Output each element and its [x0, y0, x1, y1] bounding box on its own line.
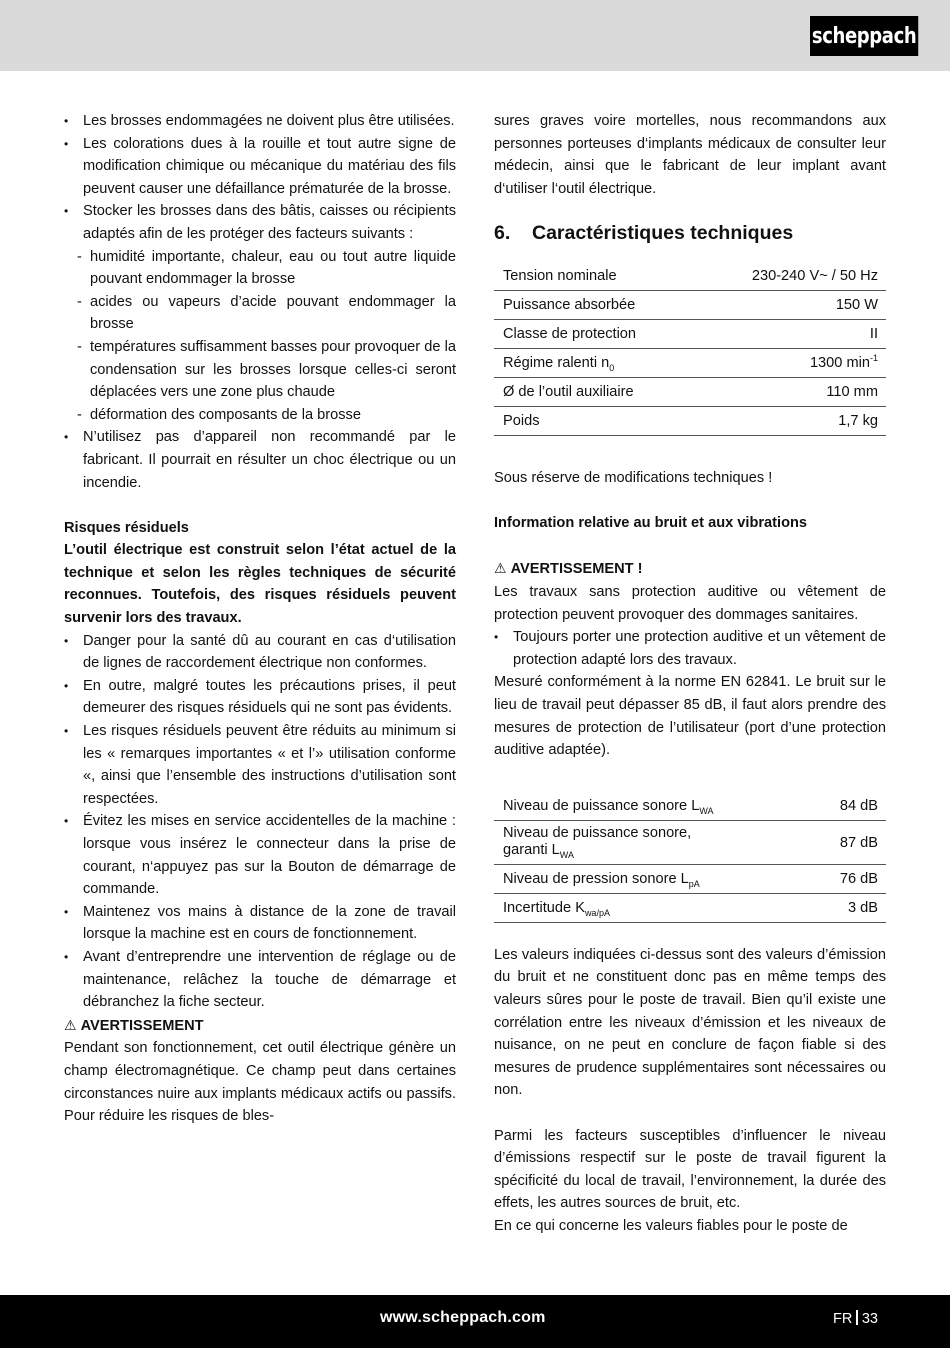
noise-label-subscript: wa/pA: [584, 908, 610, 919]
table-row: [494, 262, 886, 291]
spec-value: 110 mm: [695, 378, 886, 407]
table-row: [494, 378, 886, 407]
noise-label-text: Niveau de pression sonore L: [503, 871, 689, 888]
spec-value: II: [695, 320, 886, 349]
spec-value: 1,7 kg: [695, 407, 886, 436]
list-item: • En outre, malgré toutes les précautions prises, il peut demeurer des risques résiduels qui ne sont pas évidents.: [64, 675, 456, 720]
spec-label: Poids: [494, 407, 695, 436]
technical-specs-table: [494, 262, 886, 436]
spec-label: Classe de protection: [494, 320, 695, 349]
warning-triangle-icon: ⚠: [64, 1016, 77, 1033]
list-item-text: Stocker les brosses dans des bâtis, caisses ou récipients adaptés afin de les protéger des facteurs suivants :: [83, 203, 456, 242]
table-row: [494, 407, 886, 436]
noise-label: [494, 894, 810, 923]
implant-warning-continuation: sures graves voire mortelles, nous recommandons aux personnes porteuses d‘implants médicaux de consulter leur médecin, ainsi que le fabricant de leur implant avant d‘utiliser l‘outil électrique.: [494, 113, 886, 197]
noise-warning-text: Les travaux sans protection auditive ou vêtement de protection peuvent provoquer des dommages sanitaires.: [494, 583, 886, 623]
spec-label: Ø de l’outil auxiliaire: [494, 378, 695, 407]
noise-values-table: [494, 792, 886, 923]
spec-label: [494, 349, 695, 378]
page-footer: [0, 1295, 950, 1348]
list-item: • Avant d’entreprendre une intervention de réglage ou de maintenance, relâchez la touche de démarrage et débranchez la fiche secteur.: [64, 946, 456, 1014]
list-item: • Maintenez vos mains à distance de la zone de travail lorsque la machine est en cours de fonctionnement.: [64, 901, 456, 946]
noise-label-text: Niveau de puissance sonore L: [503, 798, 700, 815]
noise-label-subscript: WA: [559, 850, 574, 861]
noise-value: 76 dB: [810, 865, 886, 894]
spec-label-text: Régime ralenti n: [503, 355, 610, 372]
spec-label: Tension nominale: [494, 262, 695, 291]
page-indicator: [833, 1310, 878, 1327]
list-item: • Les risques résiduels peuvent être réduits au minimum si les « remarques importantes « et l’» utilisation conforme «, ainsi que l’ensemble des instructions d’utilisation sont respectées.: [64, 720, 456, 810]
table-row: [494, 792, 886, 821]
brush-bullet-list: [64, 110, 456, 494]
noise-label-text: Incertitude K: [503, 900, 585, 917]
emf-warning-text: Pendant son fonctionnement, cet outil électrique génère un champ électromagnétique. Ce champ peut dans certaines circonstances nuire aux implants médicaux actifs ou passifs. Pour réduire les risques de bles-: [64, 1040, 456, 1125]
list-item: • Les colorations dues à la rouille et tout autre signe de modification chimique ou mécanique du matériau des fils peuvent causer une défaillance prématurée de la brosse.: [64, 133, 456, 201]
warning-title: AVERTISSEMENT !: [510, 561, 643, 578]
noise-label: [494, 792, 810, 821]
noise-label-text-line2: garanti L: [503, 842, 560, 859]
section-title: Caractéristiques techniques: [532, 222, 794, 245]
section-heading: [494, 220, 886, 246]
page-number: 33: [861, 1311, 878, 1327]
page-header: [0, 0, 950, 71]
section-number: 6.: [494, 222, 511, 245]
noise-warning-list: [494, 626, 886, 671]
warning-heading: [64, 1014, 456, 1038]
noise-label-subscript: pA: [688, 879, 700, 890]
left-column: [64, 110, 456, 1128]
residual-risks-intro: L’outil électrique est construit selon l’état actuel de la technique et selon les règles techniques de sécurité reconnues. Toutefois, des risques résiduels peuvent survenir lors des travaux.: [64, 542, 456, 627]
sub-list-item: - températures suffisamment basses pour provoquer de la condensation sur les brosses lorsque celles-ci seront déplacées vers une zone plus chaude: [77, 336, 456, 404]
noise-value: 84 dB: [810, 792, 886, 821]
storage-sub-list: [77, 246, 456, 427]
noise-warning-heading: [494, 557, 886, 581]
spec-label: Puissance absorbée: [494, 291, 695, 320]
table-row: [494, 349, 886, 378]
spec-value-superscript: -1: [869, 353, 878, 364]
measurement-text: Mesuré conformément à la norme EN 62841. Le bruit sur le lieu de travail peut dépasser 85 dB, il faut alors prendre des mesures de protection de l’utilisateur (port d’une protection auditive adaptée).: [494, 674, 886, 759]
noise-label: [494, 821, 810, 865]
spec-value: 230-240 V~ / 50 Hz: [695, 262, 886, 291]
list-item: • N’utilisez pas d’appareil non recommandé par le fabricant. Il pourrait en résulter un choc électrique ou un incendie.: [64, 426, 456, 494]
language-code: FR: [833, 1311, 853, 1327]
influencing-factors-paragraph: Parmi les facteurs susceptibles d’influencer le niveau d’émissions respectif sur le poste de travail figurent la spécificité du local de travail, l’environnement, la durée des effets, les autres sources de bruit, etc.: [494, 1127, 886, 1212]
noise-value: 3 dB: [810, 894, 886, 923]
table-row: [494, 865, 886, 894]
emission-values-paragraph: Les valeurs indiquées ci-dessus sont des valeurs d’émission du bruit et ne constituent donc pas en même temps des valeurs sûres pour le poste de travail. Bien qu’il existe une corrélation entre les niveaux d’émission et les niveaux de nuisance, on ne peut en conclure de façon fiable si des mesures de prudence supplémentaires sont nécessaires ou non.: [494, 946, 886, 1099]
noise-value: 87 dB: [810, 821, 886, 865]
list-item: • Toujours porter une protection auditive et un vêtement de protection adapté lors des travaux.: [494, 626, 886, 671]
divider: [856, 1310, 858, 1325]
residual-risks-list: [64, 630, 456, 1014]
spec-value: 150 W: [695, 291, 886, 320]
table-row: [494, 894, 886, 923]
sub-list-item: - acides ou vapeurs d’acide pouvant endommager la brosse: [77, 291, 456, 336]
right-column: [494, 110, 886, 1238]
website-link[interactable]: www.scheppach.com: [380, 1309, 546, 1326]
reserve-note: Sous réserve de modifications techniques !: [494, 469, 773, 486]
spec-value-text: 1300 min: [809, 355, 870, 372]
warning-triangle-icon: ⚠: [494, 560, 507, 577]
table-row: [494, 821, 886, 865]
table-row: [494, 320, 886, 349]
list-item: • Évitez les mises en service accidentelles de la machine : lorsque vous insérez le connecteur dans la prise de courant, n‘appuyez pas sur la Bouton de démarrage de commande.: [64, 810, 456, 900]
sub-list-item: - humidité importante, chaleur, eau ou tout autre liquide pouvant endommager la brosse: [77, 246, 456, 291]
table-row: [494, 291, 886, 320]
warning-title: AVERTISSEMENT: [80, 1017, 204, 1034]
list-item: • Les brosses endommagées ne doivent plus être utilisées.: [64, 110, 456, 133]
brand-logo: scheppach: [810, 16, 918, 56]
residual-risks-heading: Risques résiduels: [64, 519, 189, 536]
noise-label: [494, 865, 810, 894]
list-item: [64, 200, 456, 426]
noise-label-subscript: WA: [699, 806, 714, 817]
noise-label-text: Niveau de puissance sonore,: [503, 825, 692, 842]
spec-label-subscript: 0: [609, 363, 615, 374]
spec-value: [695, 349, 886, 378]
reliable-values-paragraph: En ce qui concerne les valeurs fiables pour le poste de: [494, 1218, 848, 1234]
sub-list-item: - déformation des composants de la brosse: [77, 404, 456, 427]
noise-section-heading: Information relative au bruit et aux vibrations: [494, 515, 808, 532]
list-item: • Danger pour la santé dû au courant en cas d‘utilisation de lignes de raccordement électrique non conformes.: [64, 630, 456, 675]
